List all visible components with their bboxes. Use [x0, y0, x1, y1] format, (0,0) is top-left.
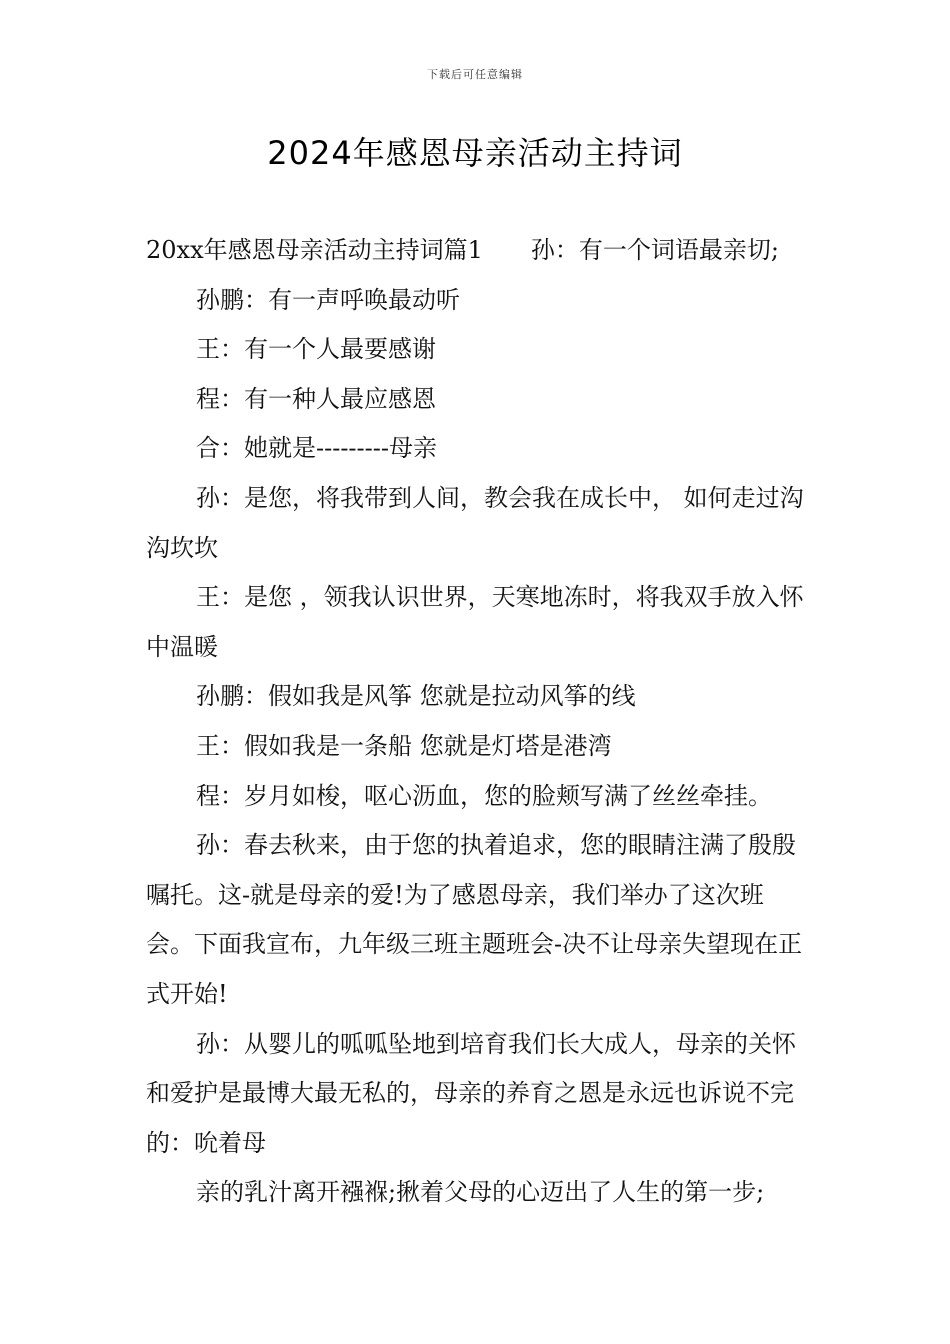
dialogue-line: 程：岁月如梭，呕心沥血，您的脸颊写满了丝丝牵挂。: [196, 781, 772, 810]
dialogue-line: 孙鹏：有一声呼唤最动听: [196, 285, 460, 314]
dialogue-line: 王：假如我是一条船 您就是灯塔是港湾: [196, 731, 612, 760]
first-line: [146, 226, 810, 276]
dialogue-line: 王：有一个人最要感谢: [196, 335, 436, 364]
dialogue-line: 孙：是您，将我带到人间，教会我在成长中， 如何走过沟沟坎坎: [146, 483, 804, 562]
dialogue-line: 孙鹏：假如我是风筝 您就是拉动风筝的线: [196, 682, 636, 711]
dialogue-line: 合：她就是---------母亲: [196, 434, 437, 463]
dialogue-line: 孙：从婴儿的呱呱坠地到培育我们长大成人，母亲的关怀和爱护是最博大最无私的，母亲的养育之恩是永远也诉说不完的：吮着母: [146, 1029, 796, 1157]
section-heading: 20xx年感恩母亲活动主持词篇1: [146, 236, 483, 264]
dialogue-line: 王：是您 ，领我认识世界，天寒地冻时，将我双手放入怀中温暖: [146, 583, 804, 661]
dialogue-line: 程：有一种人最应感恩: [196, 384, 436, 413]
dialogue-line: 孙：有一个词语最亲切;: [530, 236, 779, 264]
dialogue-line: 亲的乳汁离开襁褓;揪着父母的心迈出了人生的第一步;: [196, 1178, 765, 1207]
document-title: 2024年感恩母亲活动主持词: [267, 134, 683, 172]
document-body: [146, 226, 810, 1218]
header-note: 下载后可任意编辑: [427, 68, 523, 81]
dialogue-line: 孙：春去秋来，由于您的执着追求，您的眼睛注满了殷殷嘱托。这-就是母亲的爱!为了感恩母亲，我们举办了这次班会。下面我宣布，九年级三班主题班会-决不让母亲失望现在正式开始!: [146, 831, 803, 1008]
